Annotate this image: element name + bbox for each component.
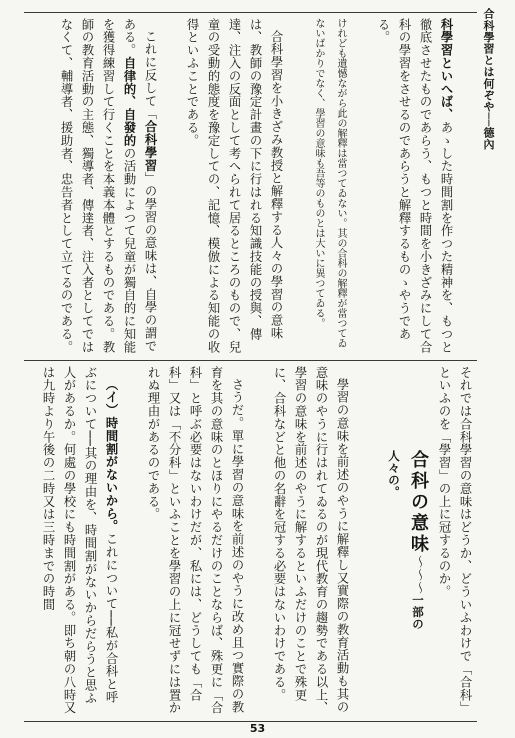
upper-p4-c: 」の學習の意味は、自學の謂である。: [122, 18, 157, 353]
lower-p4-text: これについて──私が合科と呼ぶについて──其の理由を、時間割がないからだらうと思ふ人があるか。何處の學校にも時間割がある。即ち朝の八時又は九時より午後の二時又は三時までの時間: [41, 366, 118, 715]
upper-p1-lead: 科學習といへば、: [439, 18, 453, 122]
upper-paragraph-4: [55, 18, 160, 354]
lower-paragraph-2: 學習の意味を前述のやうに解釋し又實際の教育活動も其の意味のやうに行はれてゐるのが現代教育の趨勢である以上、學習の意味を前述のやうに解するといふだけのことで殊更に、合科などと他の名辭を冠する必要はないわけである。: [272, 366, 349, 715]
upper-p4-e: の活動によつて兒童が獨自的に知能を獲得練習して行くことを本義本體とするものである。教師の教育活動の主態、獨導者、傳達者、注入者としてではなくて、輔導者、援助者、忠告者として立てるのである。: [59, 18, 136, 354]
section-dash: 〜〜〜: [411, 555, 426, 594]
lower-paragraph-1: それでは合科學習の意味はどうか、どういふわけで「合科」といふのを「學習」の上に冠するのか。: [437, 366, 472, 715]
upper-p1-text: あゝした時間割を作つた精神を、もつと徹底させたものであらう、もつと時間を小きざみにして合科の學習をさせるのであらうと解釋するものゝやうである。: [376, 18, 453, 354]
upper-p4-a: これに反して「: [143, 30, 157, 121]
lower-paragraph-3: さうだ。單に學習の意味を前述のやうに改め且つ實際の教育を其の意味のとほりにやるだけのことならば、殊更に「合科」と呼ぶ必要はないわけだが、私には、どうしても「合科」又は「不分科」といふことを學習の上に冠せずには置かれぬ理由があるのである。: [146, 366, 244, 715]
section-subtitle: 一部の人々の。: [387, 450, 425, 630]
lower-p4-heading: （イ）時間割がないから。: [104, 378, 118, 534]
middle-rule: [24, 360, 477, 361]
upper-paragraph-1: [372, 18, 456, 354]
upper-p4-d: 自律的、自發的: [122, 56, 136, 148]
page-number: 53: [249, 722, 266, 735]
upper-paragraph-3: 合科學習を小きざみ教授と解釋する人々の學習の意味は、教師の豫定計畫の下に行はれる知識技能の授與、傳達、注入の反面として考へられて居るところのもので、兒童の受動的態度を豫定しての、記憶、模倣による知能の收得といふことである。: [185, 18, 283, 354]
upper-p2-text: けれども遺憾ながら此の解釋は當つてゐない。其の合科の解釋が當つてゐないばかりでなく、學習の意味も吾等のものとは大いに異つてゐる。: [313, 18, 346, 348]
top-rule: [24, 12, 477, 13]
lower-right-block: [415, 366, 475, 716]
lower-paragraph-4: [37, 366, 121, 716]
upper-paragraph-2: [307, 18, 351, 354]
upper-p4-b: 合科學習: [143, 120, 157, 173]
running-head: 合科學習とは何ぞや──德內: [482, 8, 495, 151]
upper-text-block: [20, 18, 456, 354]
section-title: 合科の意味: [408, 450, 429, 555]
lower-text-block: [22, 366, 352, 716]
